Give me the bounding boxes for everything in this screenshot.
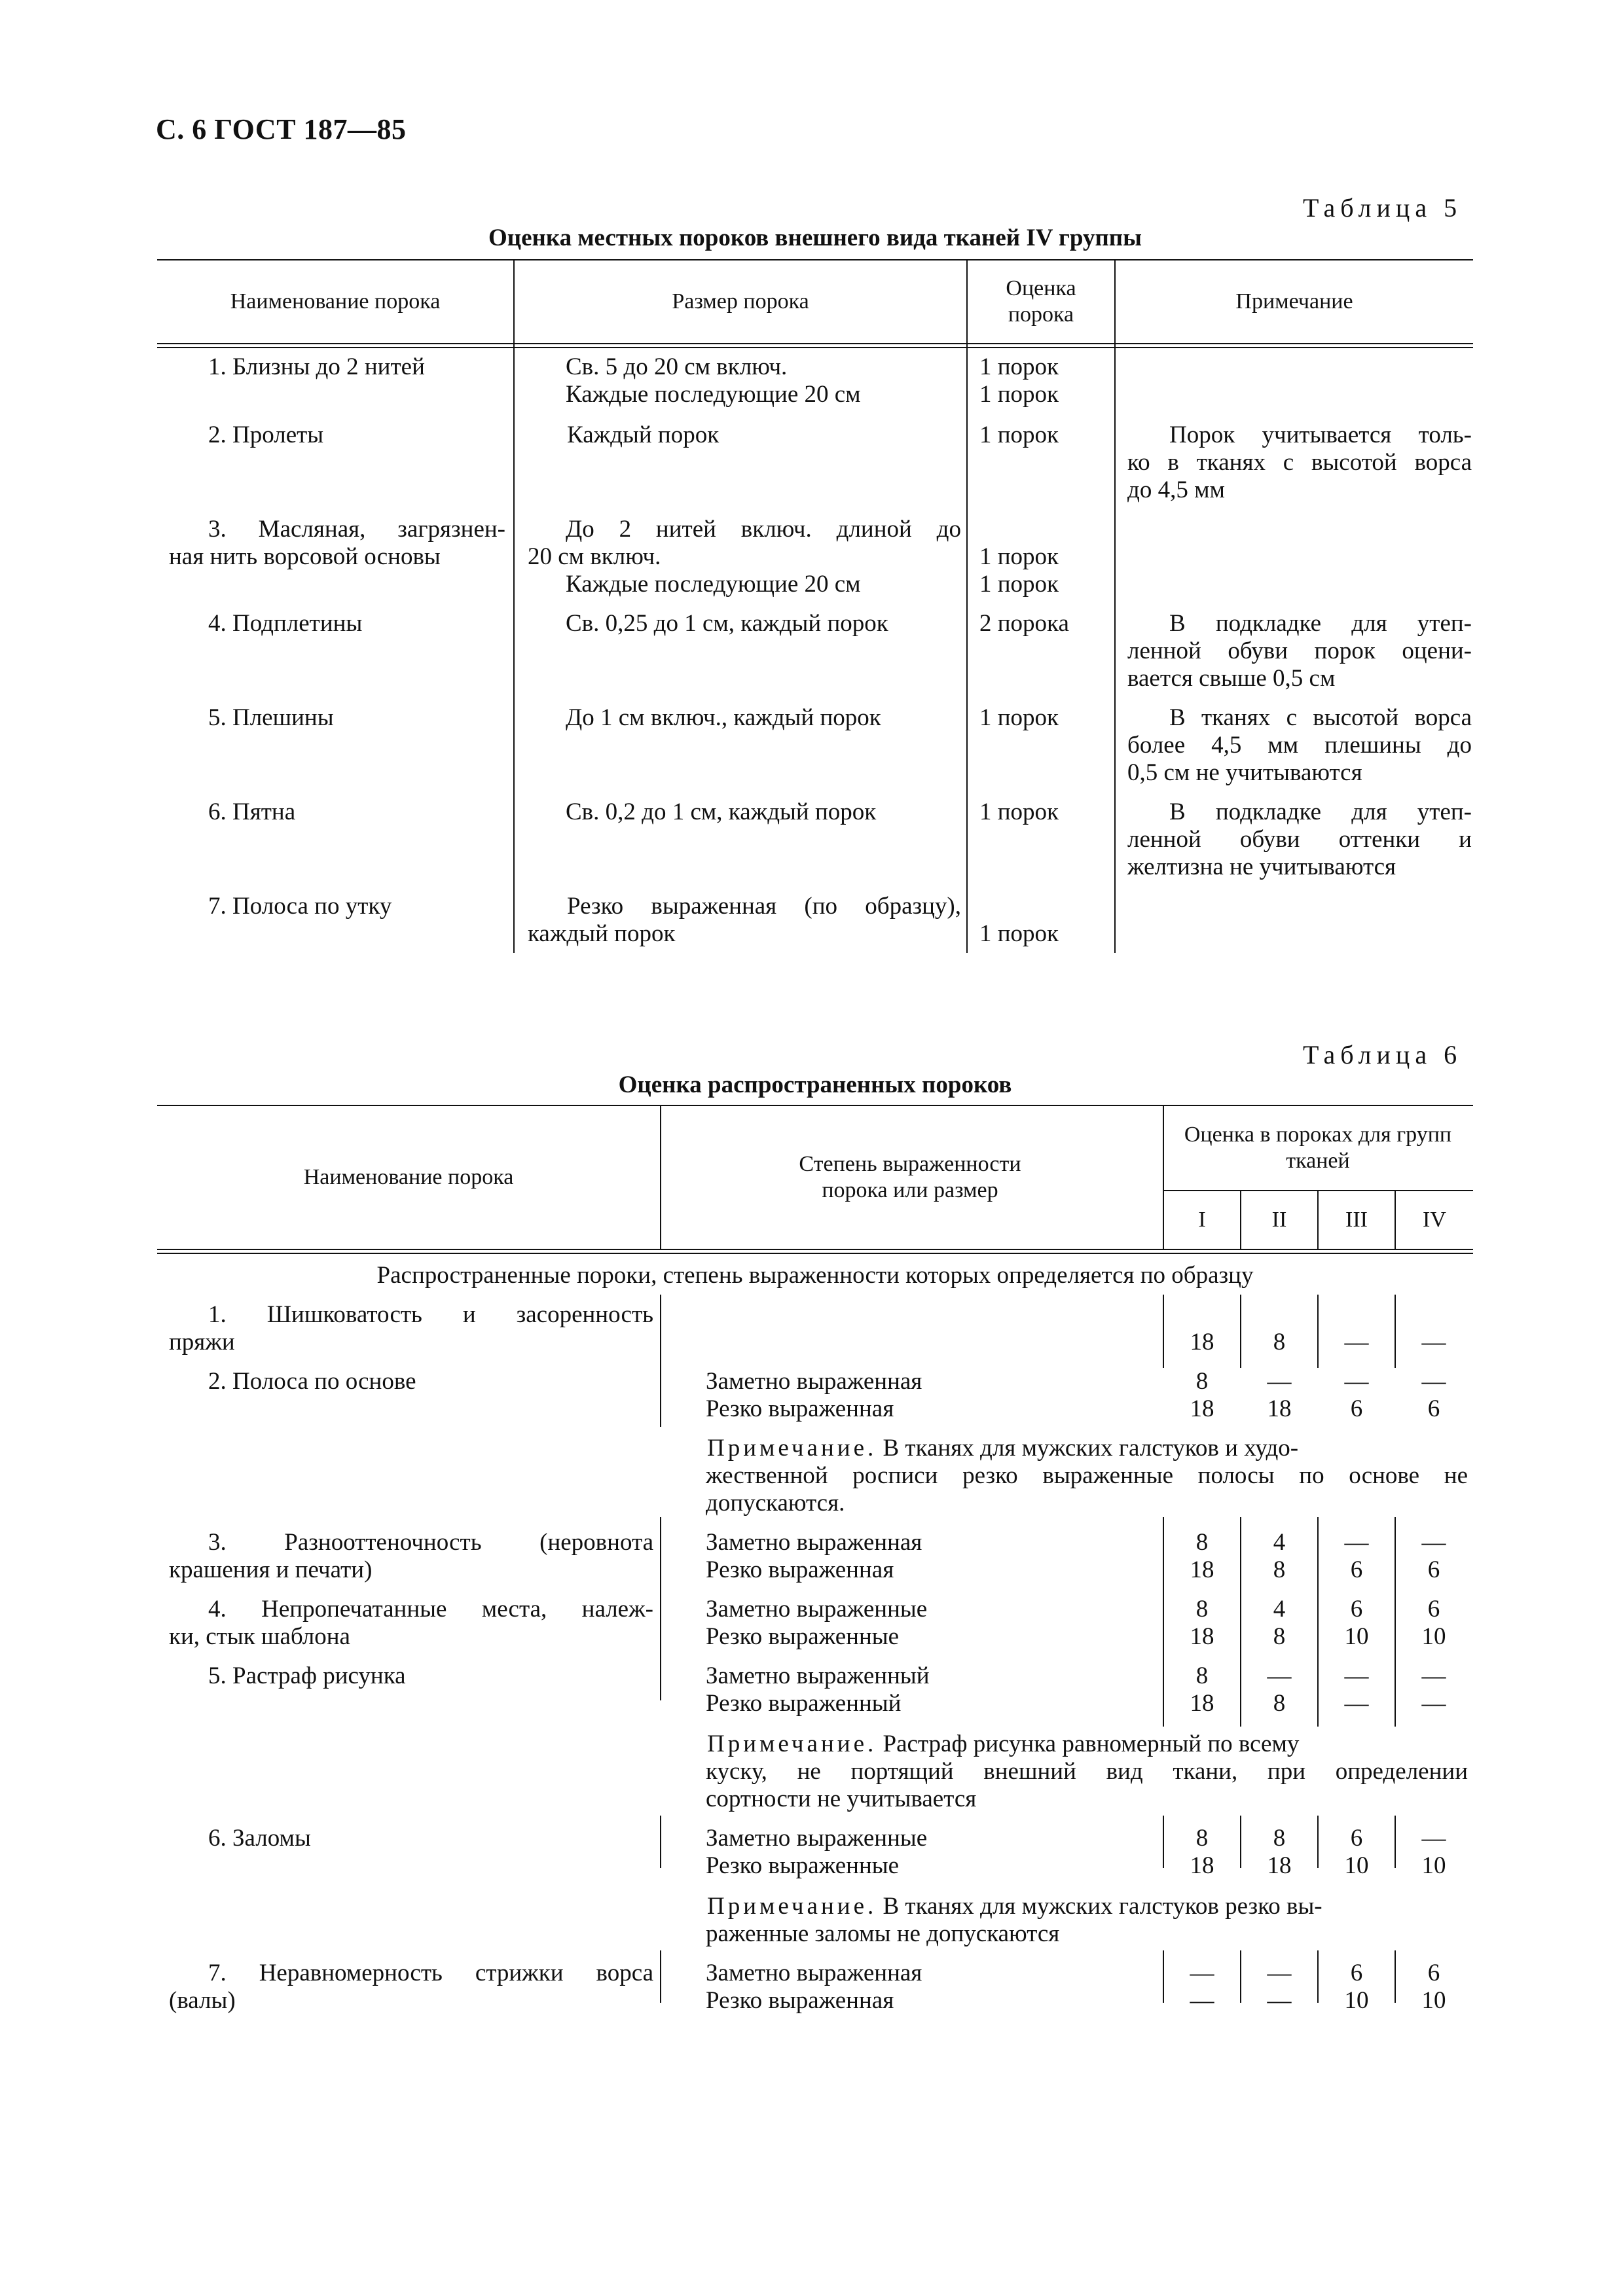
table-6-cell-value: 8 [1273,1329,1286,1355]
table-5-cell-note: ко в тканях с высотой ворса [1127,449,1472,476]
note-text: В тканях для мужских галстуков и худо- [883,1435,1299,1462]
table-6-cell-name: крашения и печати) [169,1556,373,1583]
table-6-divider [660,1950,661,2003]
note-text: куску, не портящий внешний вид ткани, при определении [706,1758,1468,1785]
table-6-cell-value: — [1344,1690,1369,1717]
table-6-divider [1240,1517,1241,1727]
table-6-cell-name: 5. Растраф рисунка [208,1662,406,1689]
table-6-cell-value: 10 [1344,1852,1369,1879]
table-6-cell-degree: Заметно выраженная [706,1960,922,1986]
table-6-section-heading: Распространенные пороки, степень выраженности которых определяется по образцу [376,1262,1254,1289]
table-6-cell-value: — [1267,1662,1292,1689]
note-label: Примечание. [707,1435,877,1462]
table-6-divider [1395,1816,1396,1868]
table-6-cell-value: 18 [1190,1329,1214,1355]
note-label: Примечание. [707,1731,877,1757]
table-6-cell-degree: Резко выраженные [706,1623,900,1650]
table-6-divider [1317,1295,1319,1368]
table-6-cell-value: 6 [1427,1596,1440,1623]
table-6-cell-value: 6 [1427,1960,1440,1986]
table-6-cell-name: 6. Заломы [208,1825,311,1852]
note-text: допускаются. [706,1490,845,1516]
table-6-cell-value: 18 [1267,1395,1292,1422]
table-5-cell-note: 0,5 см не учитываются [1127,759,1362,786]
note-label: Примечание. [707,1893,877,1920]
table-5-cell-note: ленной обуви оттенки и [1127,826,1472,853]
table-6-cell-degree: Резко выраженная [706,1395,894,1422]
table-6-cell-name: 7. Неравномерность стрижки ворса [208,1960,653,1986]
note-text: жественной росписи резко выраженные полосы по основе не [706,1462,1468,1489]
table-6-cell-value: — [1190,1960,1214,1986]
table-5-cell-size: Св. 5 до 20 см включ. [566,353,788,380]
table-5-header-score: Оценка порока [1006,276,1076,327]
table-6-divider [660,1368,661,1427]
table-6-cell-value: — [1421,1368,1446,1395]
table-6-header-group-iv: IV [1423,1208,1446,1232]
table-6-cell-value: 4 [1273,1596,1286,1623]
table-6-cell-value: 8 [1273,1556,1286,1583]
table-6-cell-value: — [1267,1987,1292,2014]
table-6-cell-value: 6 [1350,1825,1363,1852]
note-text: В тканях для мужских галстуков резко вы- [883,1893,1322,1920]
table-6-cell-value: — [1344,1662,1369,1689]
table-6-cell-degree: Заметно выраженная [706,1529,922,1556]
table-5-cell-size: Каждые последующие 20 см [566,381,861,408]
table-5-cell-score: 1 порок [979,422,1059,448]
table-6-divider [1163,1950,1164,2003]
page-header: С. 6 ГОСТ 187—85 [156,113,407,145]
table-6-cell-value: 10 [1421,1623,1446,1650]
table-6-title: Оценка распространенных пороков [618,1071,1012,1098]
table-5-cell-note: вается свыше 0,5 см [1127,665,1336,692]
table-6-header-score: Оценка в пороках для групп тканей [1184,1122,1452,1173]
table-6-cell-value: — [1267,1960,1292,1986]
table-6-cell-degree: Заметно выраженный [706,1662,930,1689]
table-5-cell-name: 4. Подплетины [208,610,363,637]
table-6-cell-degree: Резко выраженная [706,1987,894,2014]
table-6-divider [1395,1517,1396,1727]
table-6-cell-value: 8 [1195,1529,1209,1556]
table-5-cell-note: В тканях с высотой ворса [1169,704,1472,731]
table-6-cell-degree: Заметно выраженные [706,1825,928,1852]
table-5-cell-note: Порок учитывается толь- [1169,422,1472,448]
table-5-cell-size: До 2 нитей включ. длиной до [566,516,961,543]
table-6-cell-value: 6 [1350,1395,1363,1422]
table-6-header-degree: Степень выраженности порока или размер [799,1152,1021,1202]
table-6-header-rule [157,1249,1473,1254]
table-6-cell-degree: Резко выраженные [706,1852,900,1879]
table-6-cell-value: 8 [1273,1690,1286,1717]
table-5-cell-name: 3. Масляная, загрязнен- [208,516,505,543]
table-6-cell-value: 8 [1195,1662,1209,1689]
table-5-cell-name: 7. Полоса по утку [208,893,392,920]
table-6-cell-value: 18 [1190,1556,1214,1583]
table-6-header-group-i: I [1198,1208,1206,1232]
table-6-cell-value: 18 [1190,1690,1214,1717]
table-6-cell-name: 1. Шишковатость и засоренность [208,1301,653,1328]
table-5-cell-score: 2 порока [979,610,1069,637]
table-5-cell-note: желтизна не учитываются [1127,853,1396,880]
table-6-cell-value: 18 [1190,1395,1214,1422]
table-6-divider [1317,1816,1319,1868]
table-5-cell-size: каждый порок [528,920,676,947]
table-6-divider [1240,1295,1241,1368]
table-5-cell-size: Резко выраженная (по образцу), [567,893,961,920]
table-6-cell-value: — [1421,1825,1446,1852]
table-5-cell-size: 20 см включ. [528,543,661,570]
table-5-header-name: Наименование порока [230,289,441,314]
table-5-cell-size: До 1 см включ., каждый порок [566,704,881,731]
table-6-cell-value: 10 [1421,1987,1446,2014]
table-6-cell-degree: Резко выраженный [706,1690,902,1717]
table-5-divider [966,259,968,953]
table-6-cell-value: 6 [1350,1556,1363,1583]
table-5-cell-name: 6. Пятна [208,798,296,825]
table-6-cell-value: — [1421,1662,1446,1689]
table-5-cell-score: 1 порок [979,798,1059,825]
table-5-cell-score: 1 порок [979,353,1059,380]
table-5-cell-name: 2. Пролеты [208,422,324,448]
table-6-divider [660,1295,661,1368]
table-6-cell-value: — [1344,1368,1369,1395]
table-6-cell-value: 8 [1195,1825,1209,1852]
table-6-number: Таблица 6 [1303,1040,1463,1069]
table-5-cell-score: 1 порок [979,920,1059,947]
table-6-cell-value: 10 [1344,1987,1369,2014]
table-6-cell-value: 18 [1267,1852,1292,1879]
table-6-divider [1317,1517,1319,1727]
table-6-divider [1395,1950,1396,2003]
table-6-cell-value: — [1344,1329,1369,1355]
table-5-cell-note: ленной обуви порок оцени- [1127,637,1472,664]
table-5-cell-note: более 4,5 мм плешины до [1127,732,1472,759]
table-6-cell-value: 6 [1427,1556,1440,1583]
table-6-divider [1240,1950,1241,2003]
table-5-header-size: Размер порока [672,289,809,314]
table-6-cell-name: 2. Полоса по основе [208,1368,416,1395]
table-6-cell-value: 8 [1273,1623,1286,1650]
table-6-cell-value: 8 [1195,1596,1209,1623]
table-6-divider [1395,1295,1396,1368]
table-5-number: Таблица 5 [1303,193,1463,223]
table-6-cell-value: 18 [1190,1623,1214,1650]
table-6-divider [660,1816,661,1868]
table-5-divider [1114,259,1116,953]
table-5-cell-size: Св. 0,2 до 1 см, каждый порок [566,798,877,825]
table-5-cell-name: ная нить ворсовой основы [169,543,441,570]
table-6-cell-value: 4 [1273,1529,1286,1556]
table-6-header-group-ii: II [1271,1208,1287,1232]
table-6-cell-value: — [1344,1529,1369,1556]
table-6-cell-value: 6 [1350,1596,1363,1623]
table-6-cell-name: 4. Непропечатанные места, належ- [208,1596,653,1623]
table-6-cell-name: пряжи [169,1329,235,1355]
table-5-header-note: Примечание [1235,289,1353,314]
table-6-cell-degree: Заметно выраженная [706,1368,922,1395]
table-6-cell-degree: Резко выраженная [706,1556,894,1583]
table-5-cell-note: до 4,5 мм [1127,476,1225,503]
table-6-divider [1240,1816,1241,1868]
table-6-cell-value: 8 [1195,1368,1209,1395]
table-6-cell-value: — [1190,1987,1214,2014]
table-6-divider [1163,1816,1164,1868]
table-6-cell-value: 8 [1273,1825,1286,1852]
table-6-cell-name: ки, стык шаблона [169,1623,350,1650]
table-5-cell-score: 1 порок [979,571,1059,598]
note-text: раженные заломы не допускаются [706,1920,1060,1947]
note-text: сортности не учитывается [706,1785,977,1812]
table-5-cell-score: 1 порок [979,704,1059,731]
table-6-header-name: Наименование порока [303,1165,514,1189]
table-6-divider [1163,1295,1164,1368]
table-5-cell-name: 5. Плешины [208,704,334,731]
table-6-cell-value: — [1421,1690,1446,1717]
table-6-cell-value: — [1267,1368,1292,1395]
table-6-cell-value: 10 [1421,1852,1446,1879]
table-6-cell-value: — [1421,1529,1446,1556]
table-5-cell-score: 1 порок [979,543,1059,570]
table-6-divider [660,1105,661,1250]
note-text: Растраф рисунка равномерный по всему [883,1731,1300,1757]
table-5-cell-score: 1 порок [979,381,1059,408]
table-6-divider [1163,1517,1164,1727]
table-6-cell-value: — [1421,1329,1446,1355]
table-6-cell-value: 6 [1350,1960,1363,1986]
table-5-cell-note: В подкладке для утеп- [1169,610,1472,637]
table-5-title: Оценка местных пороков внешнего вида тканей IV группы [488,224,1142,251]
table-6-divider [660,1517,661,1700]
table-5-divider [513,259,515,953]
table-6-divider [1317,1950,1319,2003]
table-5-cell-size: Каждый порок [567,422,720,448]
table-6-header-group-iii: III [1345,1208,1368,1232]
table-6-cell-value: 10 [1344,1623,1369,1650]
table-5-cell-size: Каждые последующие 20 см [566,571,861,598]
table-6-cell-degree: Заметно выраженные [706,1596,928,1623]
table-6-cell-value: 6 [1427,1395,1440,1422]
table-5-cell-note: В подкладке для утеп- [1169,798,1472,825]
table-5-cell-name: 1. Близны до 2 нитей [208,353,425,380]
table-6-cell-name: (валы) [169,1987,236,2014]
table-5-header-rule [157,343,1473,348]
table-5-cell-size: Св. 0,25 до 1 см, каждый порок [566,610,888,637]
table-6-cell-name: 3. Разнооттеночность (неровнота [208,1529,653,1556]
table-6-cell-value: 18 [1190,1852,1214,1879]
